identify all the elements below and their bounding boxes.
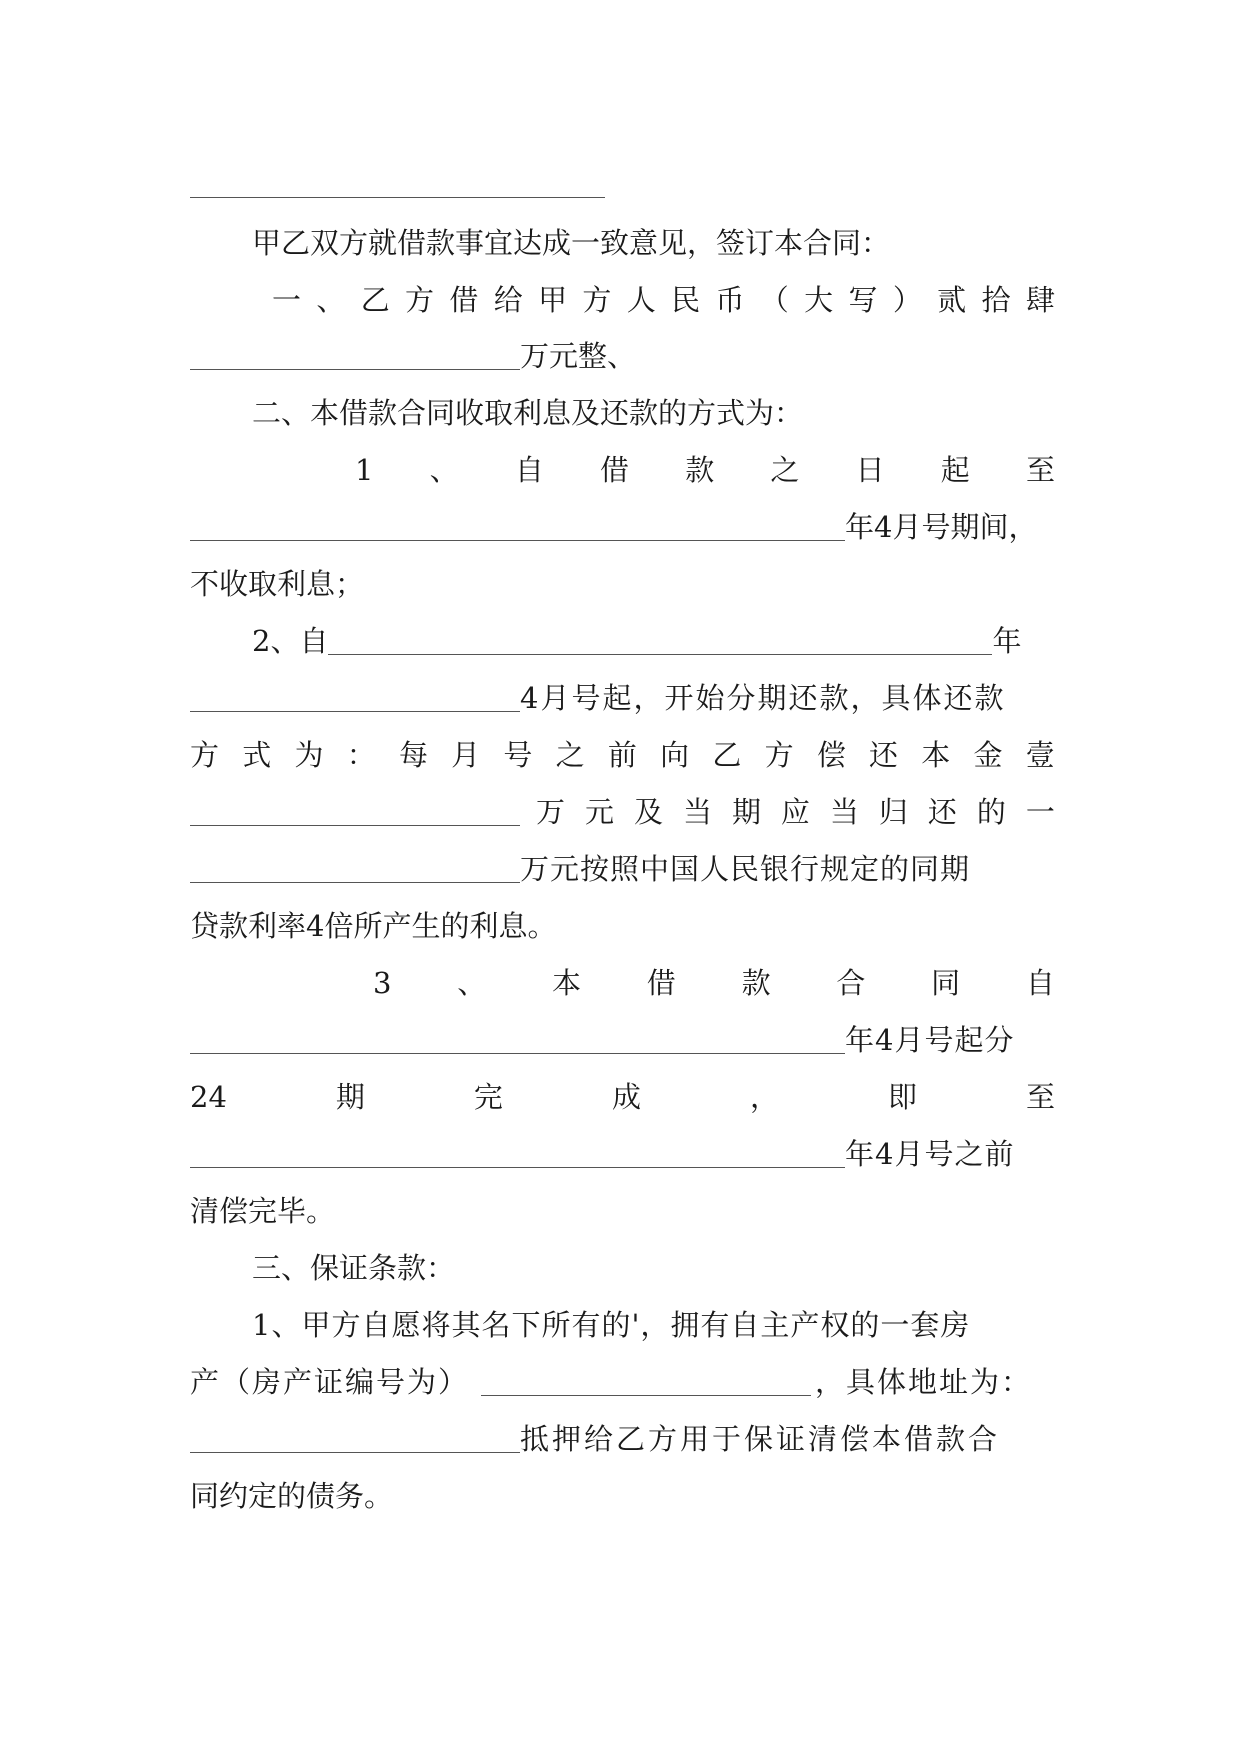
- guarantee-address-label: ，具体地址为：: [815, 1365, 1033, 1399]
- justified-char: 、: [457, 966, 487, 1000]
- intro-text: 甲乙双方就借款事宜达成一致意见，签订本合同：: [252, 226, 891, 260]
- justified-char: 万: [536, 795, 566, 829]
- justified-char: 一: [272, 283, 302, 317]
- justified-char: 完: [473, 1080, 503, 1114]
- justified-char: 写: [848, 283, 878, 317]
- justified-char: 方: [190, 738, 220, 772]
- blank-underline: [190, 795, 520, 826]
- justified-char: 币: [715, 283, 745, 317]
- guarantee-mortgage-text: 抵押给乙方用于保证清偿本借款合: [520, 1422, 1001, 1456]
- item-2-year: 年: [992, 624, 1022, 658]
- justified-char: 起: [940, 453, 970, 487]
- justified-char: 借: [449, 283, 479, 317]
- justified-char: 的: [976, 795, 1006, 829]
- justified-char: 大: [804, 283, 834, 317]
- item-2-rate-text: 贷款利率4倍所产生的利息。: [190, 909, 557, 943]
- section-3-heading: [190, 1248, 1055, 1288]
- justified-char: 借: [600, 453, 630, 487]
- section-2-heading-text: 二、本借款合同收取利息及还款的方式为：: [252, 396, 804, 430]
- justified-char: 方: [582, 283, 612, 317]
- justified-char: ，: [749, 1080, 779, 1114]
- justified-char: ：: [346, 738, 376, 772]
- section-1-line-2: [190, 336, 1055, 376]
- item-3-start-text: 年4月号起分: [845, 1023, 1015, 1057]
- item-3-complete-text: 清偿完毕。: [190, 1194, 336, 1228]
- item-1-line-3: [190, 564, 1055, 604]
- justified-char: 号: [503, 738, 533, 772]
- item-2-line-5: [190, 849, 1055, 889]
- justified-char: 自: [1025, 966, 1055, 1000]
- item-2-prefix: 2、自: [252, 624, 329, 658]
- justified-char: 前: [607, 738, 637, 772]
- item-1-period-text: 年4月号期间，: [845, 510, 1038, 544]
- justified-char: 拾: [981, 283, 1011, 317]
- top-blank-rule: [190, 197, 605, 198]
- item-2-line-4: [190, 792, 1055, 832]
- item-2-line-3: [190, 735, 1055, 775]
- justified-char: 期: [335, 1080, 365, 1114]
- justified-char: 每: [398, 738, 428, 772]
- justified-char: 3: [373, 966, 392, 1000]
- intro-paragraph: [190, 223, 1055, 263]
- item-1-no-interest-text: 不收取利息；: [190, 567, 365, 601]
- justified-char: 至: [1025, 1080, 1055, 1114]
- justified-char: ）: [892, 283, 922, 317]
- item-2-principal-text: [520, 792, 1055, 832]
- item-3-line-2: [190, 1020, 1055, 1060]
- blank-underline: [190, 1422, 520, 1453]
- justified-char: 至: [1025, 453, 1055, 487]
- item-3-line-4: [190, 1134, 1055, 1174]
- justified-char: 甲: [538, 283, 568, 317]
- justified-char: 、: [316, 283, 346, 317]
- justified-char: 金: [973, 738, 1003, 772]
- justified-char: 之: [555, 738, 585, 772]
- justified-char: 乙: [712, 738, 742, 772]
- justified-char: 、: [429, 453, 459, 487]
- justified-char: 为: [294, 738, 324, 772]
- blank-underline: [190, 852, 520, 883]
- item-2-repayment-start: 4月号起，开始分期还款，具体还款: [520, 681, 1006, 715]
- justified-char: 借: [646, 966, 676, 1000]
- justified-char: 本: [921, 738, 951, 772]
- item-3-end-text: 年4月号之前: [845, 1137, 1015, 1171]
- blank-underline: [190, 681, 520, 712]
- justified-char: 壹: [1025, 738, 1055, 772]
- justified-char: 人: [626, 283, 656, 317]
- justified-char: 式: [242, 738, 272, 772]
- justified-char: 还: [869, 738, 899, 772]
- item-3-line-3: [190, 1077, 1055, 1117]
- justified-char: 向: [660, 738, 690, 772]
- item-3-line-5: [190, 1191, 1055, 1231]
- section-2-heading: [190, 393, 1055, 433]
- blank-underline: [481, 1365, 811, 1396]
- item-1-line-2: [190, 507, 1055, 547]
- blank-underline: [328, 624, 992, 655]
- guarantee-1-line-1: [190, 1305, 1055, 1345]
- section-3-heading-text: 三、保证条款：: [252, 1251, 456, 1285]
- justified-char: 即: [887, 1080, 917, 1114]
- justified-char: 方: [764, 738, 794, 772]
- justified-char: （: [759, 283, 789, 317]
- justified-char: 款: [741, 966, 771, 1000]
- justified-char: 给: [493, 283, 523, 317]
- item-2-rate-basis: 万元按照中国人民银行规定的同期: [520, 852, 971, 886]
- justified-char: 合: [836, 966, 866, 1000]
- justified-char: 本: [552, 966, 582, 1000]
- justified-char: 自: [514, 453, 544, 487]
- guarantee-debt-text: 同约定的债务。: [190, 1479, 394, 1513]
- justified-char: 还: [927, 795, 957, 829]
- item-2-line-1: [190, 621, 1055, 661]
- guarantee-1-line-3: [190, 1419, 1055, 1459]
- justified-char: 方: [405, 283, 435, 317]
- justified-char: 偿: [816, 738, 846, 772]
- justified-char: 期: [731, 795, 761, 829]
- justified-char: 民: [671, 283, 701, 317]
- section-1-amount-unit: 万元整、: [520, 339, 637, 373]
- justified-char: 贰: [937, 283, 967, 317]
- item-2-line-6: [190, 906, 1055, 946]
- justified-char: 及: [633, 795, 663, 829]
- section-1-line-1: [272, 280, 1055, 320]
- justified-char: 日: [855, 453, 885, 487]
- justified-char: 成: [611, 1080, 641, 1114]
- guarantee-1-text: 1、甲方自愿将其名下所有的'，拥有自主产权的一套房: [252, 1308, 971, 1342]
- item-3-line-1: [373, 963, 1055, 1003]
- justified-char: 应: [780, 795, 810, 829]
- justified-char: 当: [682, 795, 712, 829]
- justified-char: 同: [931, 966, 961, 1000]
- justified-char: 1: [355, 453, 374, 487]
- justified-char: 元: [584, 795, 614, 829]
- justified-char: 归: [878, 795, 908, 829]
- justified-char: 一: [1025, 795, 1055, 829]
- item-2-line-2: [190, 678, 1055, 718]
- justified-char: 当: [829, 795, 859, 829]
- blank-underline: [190, 339, 520, 370]
- blank-underline: [190, 510, 845, 541]
- justified-char: 乙: [360, 283, 390, 317]
- justified-char: 肆: [1025, 283, 1055, 317]
- blank-underline: [190, 1137, 845, 1168]
- justified-char: 之: [770, 453, 800, 487]
- justified-char: 月: [451, 738, 481, 772]
- justified-char: 24: [190, 1080, 227, 1114]
- guarantee-1-line-4: [190, 1476, 1055, 1516]
- guarantee-1-line-2: [190, 1362, 1055, 1402]
- guarantee-cert-label: 产（房产证编号为）: [190, 1365, 470, 1399]
- blank-underline: [190, 1023, 845, 1054]
- item-1-line-1: [355, 450, 1055, 490]
- justified-char: 款: [685, 453, 715, 487]
